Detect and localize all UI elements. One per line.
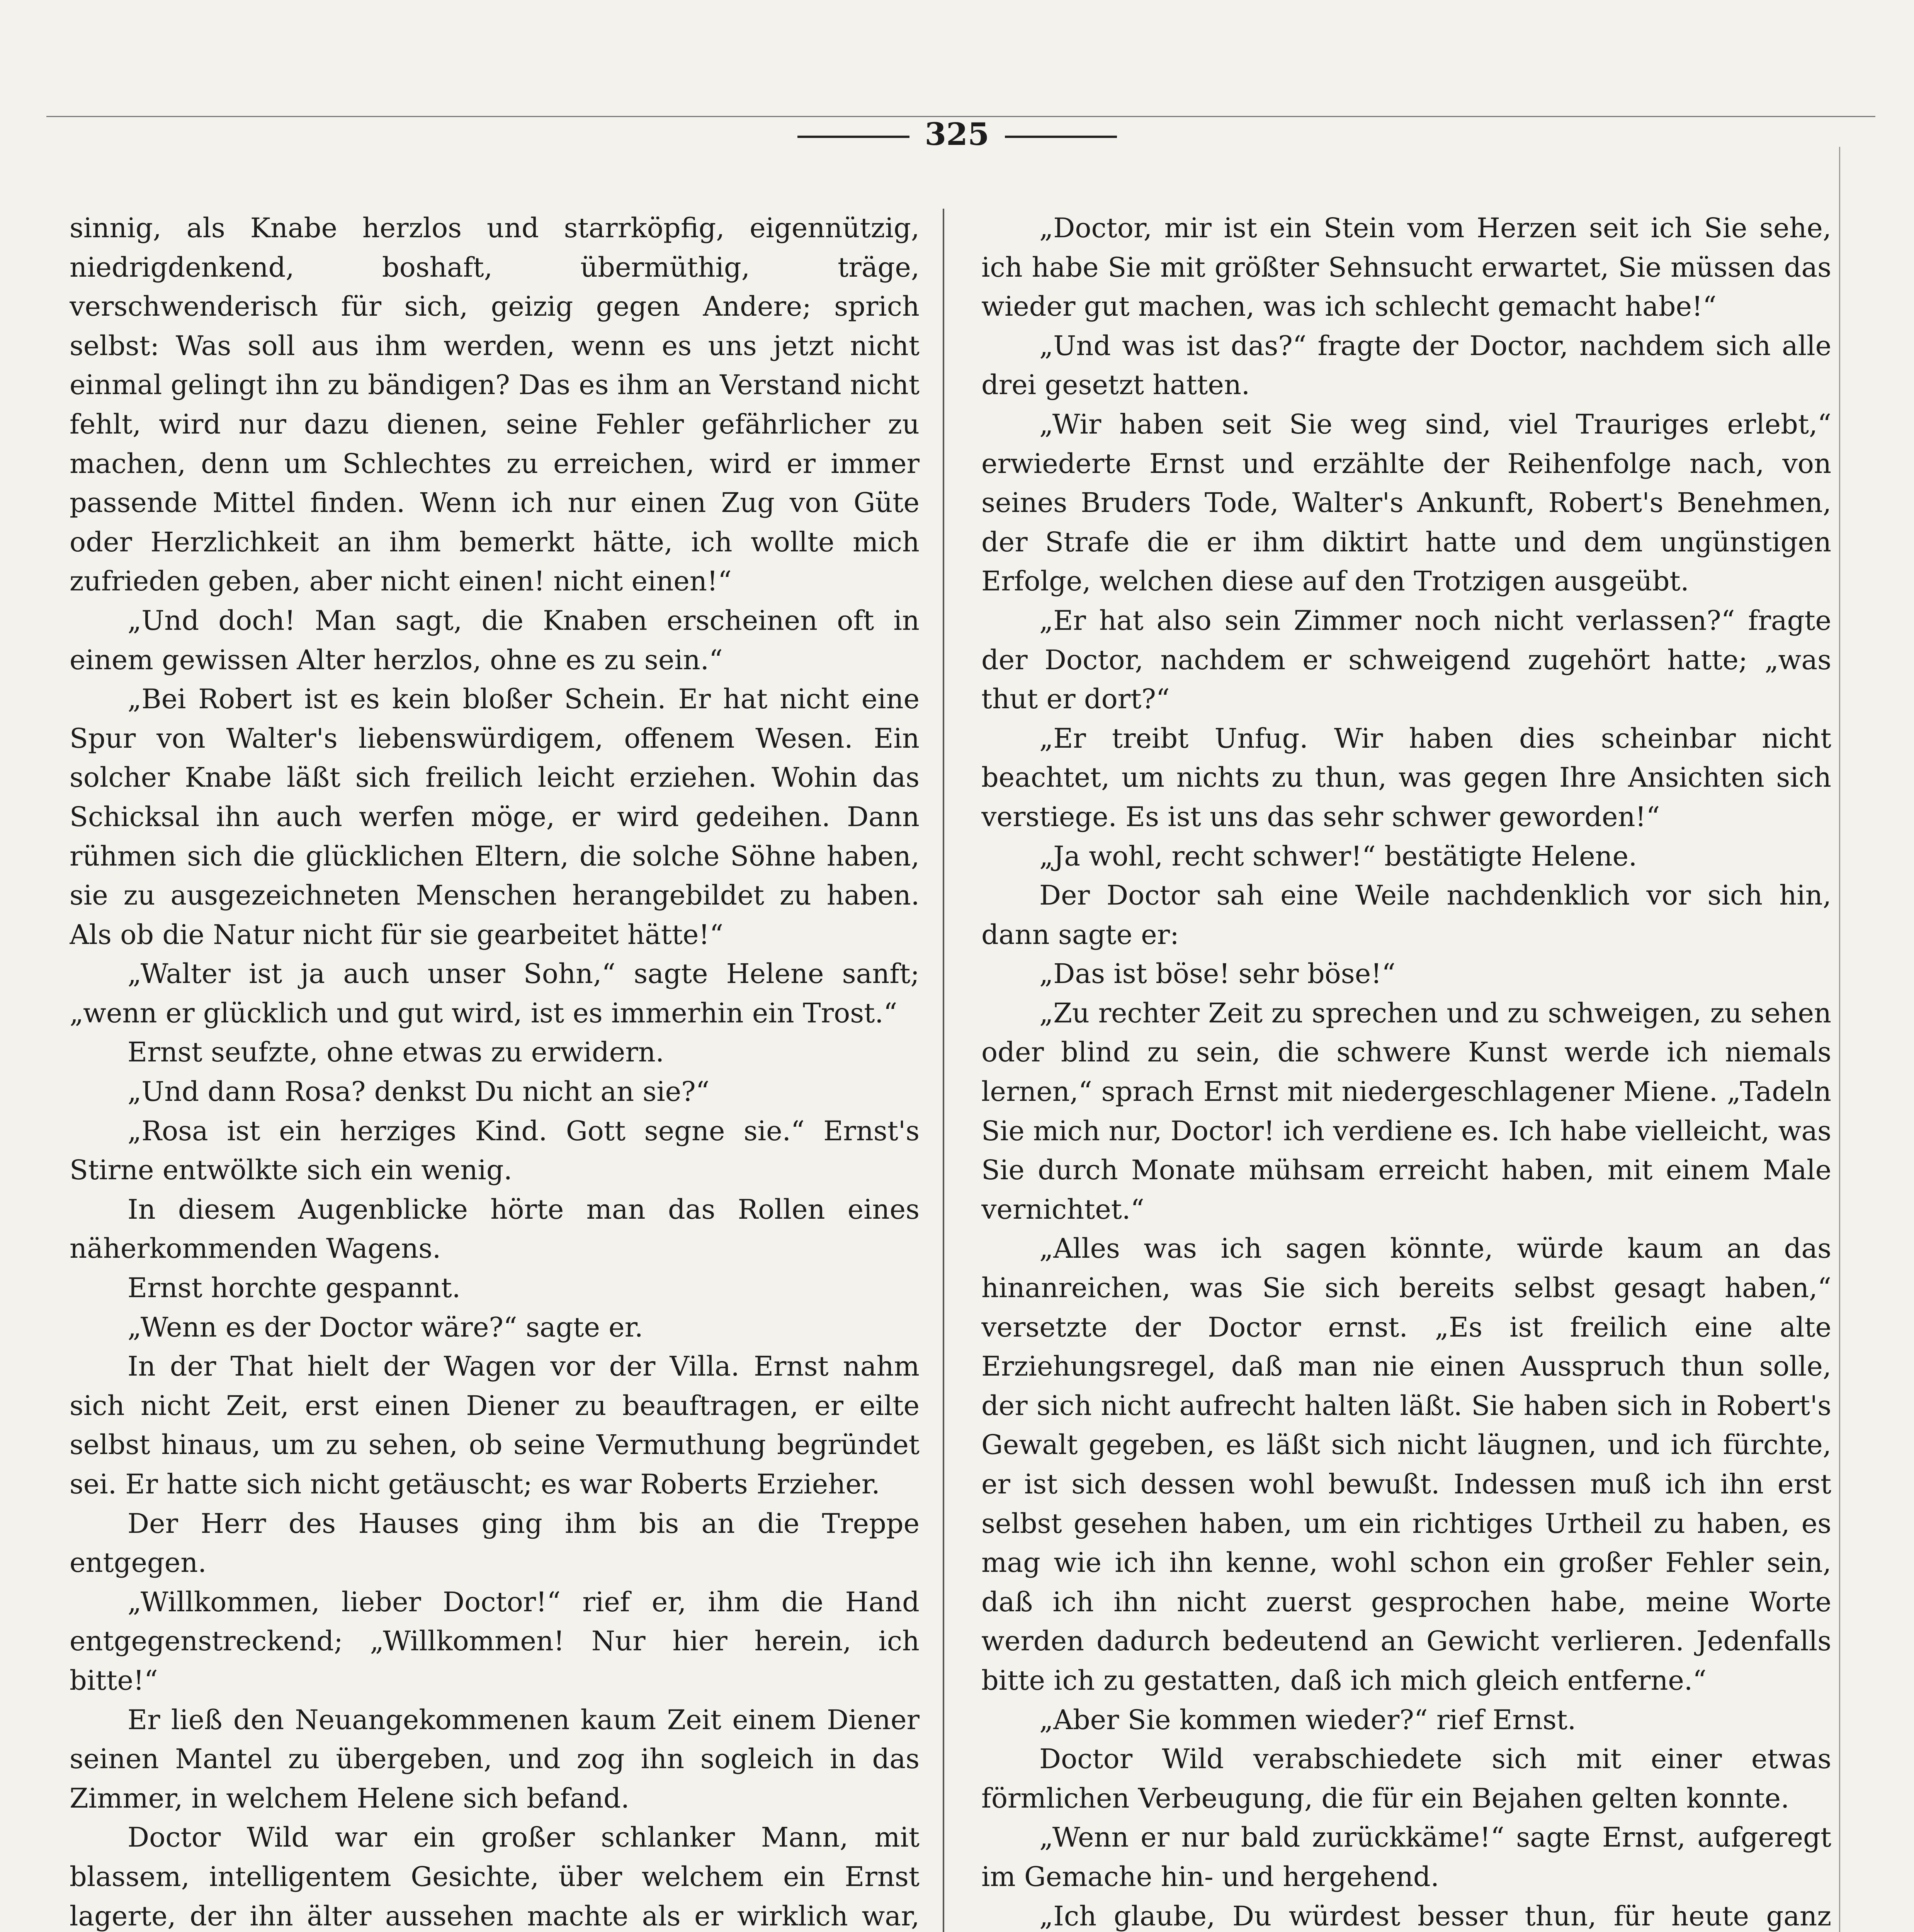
paragraph: In diesem Augenblicke hörte man das Rollen eines näherkommenden Wagens. <box>70 1193 920 1265</box>
paragraph: „Rosa ist ein herziges Kind. Gott segne sie.“ Ernst's Stirne entwölkte sich ein wenig. <box>70 1115 920 1186</box>
paragraph: „Alles was ich sagen könnte, würde kaum an das hinanreichen, was Sie sich bereits selbst gesagt haben,“ versetzte der Doctor ernst. „Es ist freilich eine alte Erziehungsregel, daß man nie einen Ausspruch thun solle, der sich nicht aufrecht halten läßt. Sie haben sich in Robert's Gewalt gegeben, es läßt sich nicht läugnen, und ich fürchte, er ist sich dessen wohl bewußt. Indessen muß ich ihn erst selbst gesehen haben, um ein richtiges Urtheil zu haben, es mag wie ich ihn kenne, wohl schon ein großer Fehler sein, daß ich ihn nicht zuerst gesprochen habe, meine Worte werden dadurch bedeutend an Gewicht verlieren. Jedenfalls bitte ich zu gestatten, daß ich mich gleich entferne.“ <box>981 1233 1831 1696</box>
right-edge-line <box>1839 147 1840 1932</box>
column-divider <box>943 209 944 1932</box>
paragraph: „Und doch! Man sagt, die Knaben erscheinen oft in einem gewissen Alter herzlos, ohne es zu sein.“ <box>70 604 920 676</box>
paragraph: „Wir haben seit Sie weg sind, viel Trauriges erlebt,“ erwiederte Ernst und erzählte der Reihenfolge nach, von seines Bruders Tode, Walter's Ankunft, Robert's Benehmen, der Strafe die er ihm diktirt hatte und dem ungünstigen Erfolge, welchen diese auf den Trotzigen ausgeübt. <box>981 408 1831 597</box>
paragraph: „Er hat also sein Zimmer noch nicht verlassen?“ fragte der Doctor, nachdem er schweigend zugehört hatte; „was thut er dort?“ <box>981 604 1831 715</box>
paragraph: „Doctor, mir ist ein Stein vom Herzen seit ich Sie sehe, ich habe Sie mit größter Sehnsucht erwartet, Sie müssen das wieder gut machen, was ich schlecht gemacht habe!“ <box>981 212 1831 323</box>
paragraph: „Zu rechter Zeit zu sprechen und zu schweigen, zu sehen oder blind zu sein, die schwere Kunst werde ich niemals lernen,“ sprach Ernst mit niedergeschlagener Miene. „Tadeln Sie mich nur, Doctor! ich verdiene es. Ich habe vielleicht, was Sie durch Monate mühsam erreicht haben, mit einem Male vernichtet.“ <box>981 997 1831 1225</box>
paragraph: „Willkommen, lieber Doctor!“ rief er, ihm die Hand entgegenstreckend; „Willkommen! Nur hier herein, ich bitte!“ <box>70 1586 920 1696</box>
paragraph: Ernst horchte gespannt. <box>127 1272 461 1304</box>
paragraph: Er ließ den Neuangekommenen kaum Zeit einem Diener seinen Mantel zu übergeben, und zog ihn sogleich in das Zimmer, in welchem Helene sich befand. <box>70 1704 920 1814</box>
header-rule-right <box>1005 136 1117 138</box>
paragraph: „Er treibt Unfug. Wir haben dies scheinbar nicht beachtet, um nichts zu thun, was gegen Ihre Ansichten sich verstiege. Es ist uns das sehr schwer geworden!“ <box>981 722 1831 833</box>
paragraph: In der That hielt der Wagen vor der Villa. Ernst nahm sich nicht Zeit, erst einen Diener zu beauftragen, er eilte selbst hinaus, um zu sehen, ob seine Vermuthung begründet sei. Er hatte sich nicht getäuscht; es war Roberts Erzieher. <box>70 1350 920 1500</box>
paragraph: Ernst seufzte, ohne etwas zu erwidern. <box>127 1036 665 1068</box>
paragraph: „Wenn es der Doctor wäre?“ sagte er. <box>127 1311 643 1343</box>
paragraph: „Das ist böse! sehr böse!“ <box>1039 958 1396 990</box>
paragraph: Der Herr des Hauses ging ihm bis an die Treppe entgegen. <box>70 1507 920 1579</box>
paragraph: Doctor Wild war ein großer schlanker Mann, mit blassem, intelligentem Gesichte, über welchem ein Ernst lagerte, der ihn älter aussehen machte als er wirklich war, <box>70 1821 920 1932</box>
paragraph: „Wenn er nur bald zurückkäme!“ sagte Ernst, aufgeregt im Gemache hin- und hergehend. <box>981 1821 1831 1893</box>
page-header <box>0 116 1914 152</box>
paragraph: „Ich glaube, Du würdest besser thun, für heute ganz <box>1039 1900 1831 1932</box>
paragraph: Der Doctor sah eine Weile nachdenklich vor sich hin, dann sagte er: <box>981 879 1831 951</box>
page-number: 325 <box>925 116 989 152</box>
left-column <box>70 209 920 1932</box>
right-column <box>981 209 1831 1932</box>
paragraph: „Bei Robert ist es kein bloßer Schein. Er hat nicht eine Spur von Walter's liebenswürdigem, offenem Wesen. Ein solcher Knabe läßt sich freilich leicht erziehen. Wohin das Schicksal ihn auch werfen möge, er wird gedeihen. Dann rühmen sich die glücklichen Eltern, die solche Söhne haben, sie zu ausgezeichneten Menschen herangebildet zu haben. Als ob die Natur nicht für sie gearbeitet hätte!“ <box>70 683 920 951</box>
paragraph: sinnig, als Knabe herzlos und starrköpfig, eigennützig, niedrigdenkend, boshaft, übermüthig, träge, verschwenderisch für sich, geizig gegen Andere; sprich selbst: Was soll aus ihm werden, wenn es uns jetzt nicht einmal gelingt ihn zu bändigen? Das es ihm an Verstand nicht fehlt, wird nur dazu dienen, seine Fehler gefährlicher zu machen, denn um Schlechtes zu erreichen, wird er immer passende Mittel finden. Wenn ich nur einen Zug von Güte oder Herzlichkeit an ihm bemerkt hätte, ich wollte mich zufrieden geben, aber nicht einen! nicht einen!“ <box>70 212 920 597</box>
header-rule-left <box>797 136 909 138</box>
paragraph: „Walter ist ja auch unser Sohn,“ sagte Helene sanft; „wenn er glücklich und gut wird, ist es immerhin ein Trost.“ <box>70 958 920 1029</box>
paragraph: Doctor Wild verabschiedete sich mit einer etwas förmlichen Verbeugung, die für ein Bejahen gelten konnte. <box>981 1743 1831 1814</box>
paragraph: „Und was ist das?“ fragte der Doctor, nachdem sich alle drei gesetzt hatten. <box>981 330 1831 401</box>
paragraph: „Ja wohl, recht schwer!“ bestätigte Helene. <box>1039 840 1637 872</box>
paragraph: „Und dann Rosa? denkst Du nicht an sie?“ <box>127 1076 710 1108</box>
paragraph: „Aber Sie kommen wieder?“ rief Ernst. <box>1039 1704 1576 1736</box>
